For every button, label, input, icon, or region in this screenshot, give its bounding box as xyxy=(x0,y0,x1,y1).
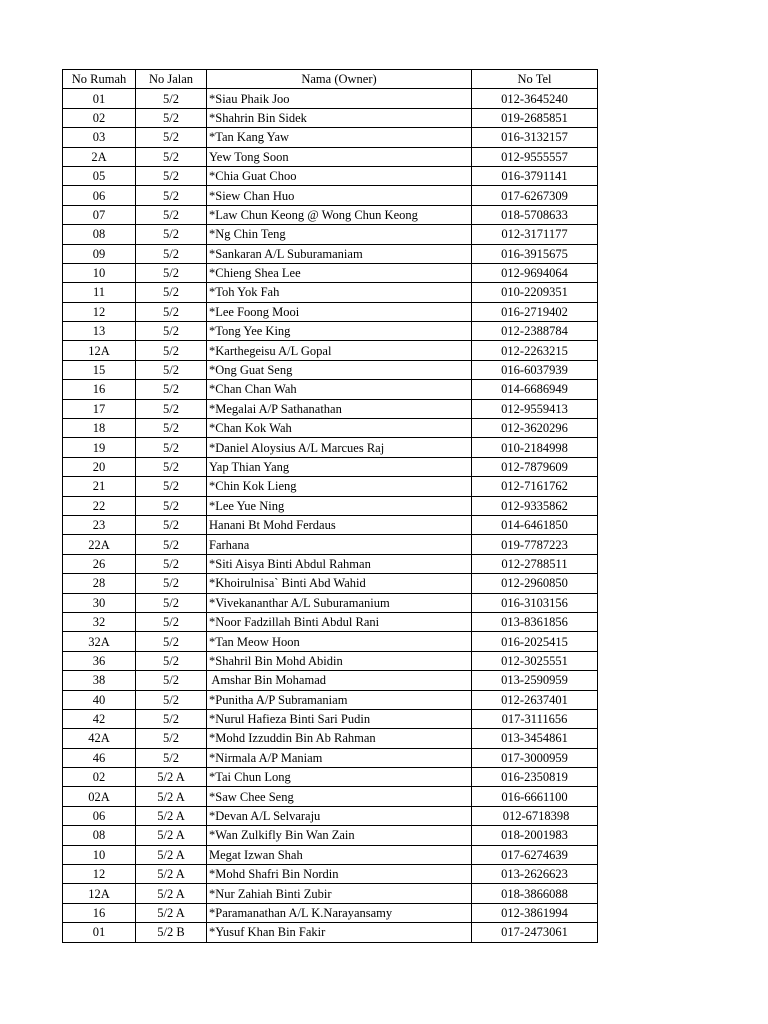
table-row xyxy=(63,322,598,341)
cell-no-jalan: 5/2 xyxy=(136,108,207,127)
cell-no-jalan: 5/2 xyxy=(136,322,207,341)
cell-nama-owner: *Chin Kok Lieng xyxy=(207,477,472,496)
cell-no-jalan: 5/2 xyxy=(136,457,207,476)
cell-no-jalan: 5/2 A xyxy=(136,826,207,845)
table-row xyxy=(63,768,598,787)
cell-no-rumah: 22A xyxy=(63,535,136,554)
cell-nama-owner: *Karthegeisu A/L Gopal xyxy=(207,341,472,360)
table-row xyxy=(63,244,598,263)
cell-nama-owner: *Ng Chin Teng xyxy=(207,225,472,244)
cell-no-rumah: 21 xyxy=(63,477,136,496)
table-row xyxy=(63,225,598,244)
cell-no-jalan: 5/2 A xyxy=(136,806,207,825)
cell-no-tel: 013-3454861 xyxy=(472,729,598,748)
table-row xyxy=(63,845,598,864)
cell-no-jalan: 5/2 xyxy=(136,593,207,612)
cell-no-tel: 016-3132157 xyxy=(472,128,598,147)
cell-nama-owner: *Wan Zulkifly Bin Wan Zain xyxy=(207,826,472,845)
cell-no-jalan: 5/2 xyxy=(136,612,207,631)
cell-nama-owner: *Nur Zahiah Binti Zubir xyxy=(207,884,472,903)
cell-no-tel: 018-2001983 xyxy=(472,826,598,845)
cell-no-tel: 013-2626623 xyxy=(472,865,598,884)
cell-no-tel: 012-2960850 xyxy=(472,574,598,593)
cell-nama-owner: *Megalai A/P Sathanathan xyxy=(207,399,472,418)
cell-no-tel: 012-9555557 xyxy=(472,147,598,166)
cell-no-tel: 016-3915675 xyxy=(472,244,598,263)
cell-no-jalan: 5/2 xyxy=(136,302,207,321)
cell-no-rumah: 46 xyxy=(63,748,136,767)
cell-no-tel: 019-2685851 xyxy=(472,108,598,127)
cell-no-rumah: 08 xyxy=(63,826,136,845)
table-row xyxy=(63,632,598,651)
cell-no-jalan: 5/2 A xyxy=(136,787,207,806)
cell-no-rumah: 36 xyxy=(63,651,136,670)
table-row xyxy=(63,108,598,127)
cell-no-jalan: 5/2 xyxy=(136,496,207,515)
header-no-rumah: No Rumah xyxy=(63,70,136,89)
table-row xyxy=(63,186,598,205)
cell-no-tel: 010-2184998 xyxy=(472,438,598,457)
cell-no-tel: 013-2590959 xyxy=(472,671,598,690)
header-no-tel: No Tel xyxy=(472,70,598,89)
cell-nama-owner: *Mohd Shafri Bin Nordin xyxy=(207,865,472,884)
cell-no-rumah: 03 xyxy=(63,128,136,147)
cell-no-rumah: 22 xyxy=(63,496,136,515)
cell-no-tel: 013-8361856 xyxy=(472,612,598,631)
table-row xyxy=(63,612,598,631)
cell-no-jalan: 5/2 xyxy=(136,515,207,534)
cell-nama-owner: *Yusuf Khan Bin Fakir xyxy=(207,923,472,942)
cell-no-tel: 018-3866088 xyxy=(472,884,598,903)
cell-nama-owner: *Devan A/L Selvaraju xyxy=(207,806,472,825)
table-row xyxy=(63,903,598,922)
cell-no-tel: 014-6686949 xyxy=(472,380,598,399)
cell-no-tel: 012-7161762 xyxy=(472,477,598,496)
table-row xyxy=(63,263,598,282)
cell-no-jalan: 5/2 xyxy=(136,535,207,554)
cell-nama-owner: *Siew Chan Huo xyxy=(207,186,472,205)
cell-nama-owner: *Sankaran A/L Suburamaniam xyxy=(207,244,472,263)
cell-nama-owner: *Saw Chee Seng xyxy=(207,787,472,806)
cell-no-tel: 016-6661100 xyxy=(472,787,598,806)
cell-nama-owner: Hanani Bt Mohd Ferdaus xyxy=(207,515,472,534)
cell-nama-owner: *Tan Kang Yaw xyxy=(207,128,472,147)
cell-no-jalan: 5/2 xyxy=(136,419,207,438)
cell-nama-owner: *Punitha A/P Subramaniam xyxy=(207,690,472,709)
table-row xyxy=(63,457,598,476)
table-row xyxy=(63,515,598,534)
cell-no-jalan: 5/2 xyxy=(136,147,207,166)
cell-no-rumah: 06 xyxy=(63,186,136,205)
cell-no-rumah: 02A xyxy=(63,787,136,806)
cell-nama-owner: *Paramanathan A/L K.Narayansamy xyxy=(207,903,472,922)
table-row xyxy=(63,477,598,496)
cell-no-rumah: 42 xyxy=(63,709,136,728)
cell-no-rumah: 19 xyxy=(63,438,136,457)
cell-no-rumah: 10 xyxy=(63,263,136,282)
cell-nama-owner: Farhana xyxy=(207,535,472,554)
cell-nama-owner: *Chieng Shea Lee xyxy=(207,263,472,282)
cell-no-jalan: 5/2 xyxy=(136,360,207,379)
cell-no-jalan: 5/2 xyxy=(136,128,207,147)
cell-no-jalan: 5/2 A xyxy=(136,884,207,903)
cell-nama-owner: *Nirmala A/P Maniam xyxy=(207,748,472,767)
cell-no-tel: 017-6267309 xyxy=(472,186,598,205)
cell-no-jalan: 5/2 xyxy=(136,186,207,205)
cell-no-jalan: 5/2 xyxy=(136,748,207,767)
cell-nama-owner: *Law Chun Keong @ Wong Chun Keong xyxy=(207,205,472,224)
cell-no-tel: 012-9559413 xyxy=(472,399,598,418)
owner-table xyxy=(62,69,598,943)
cell-no-jalan: 5/2 xyxy=(136,574,207,593)
table-row xyxy=(63,438,598,457)
cell-no-tel: 017-2473061 xyxy=(472,923,598,942)
cell-nama-owner: *Tong Yee King xyxy=(207,322,472,341)
cell-no-rumah: 18 xyxy=(63,419,136,438)
cell-no-tel: 016-2025415 xyxy=(472,632,598,651)
table-row xyxy=(63,283,598,302)
header-row xyxy=(63,70,598,89)
cell-no-tel: 012-2263215 xyxy=(472,341,598,360)
cell-no-rumah: 40 xyxy=(63,690,136,709)
cell-no-rumah: 42A xyxy=(63,729,136,748)
cell-no-jalan: 5/2 xyxy=(136,205,207,224)
cell-nama-owner: *Vivekananthar A/L Suburamanium xyxy=(207,593,472,612)
cell-no-tel: 017-3111656 xyxy=(472,709,598,728)
cell-no-rumah: 13 xyxy=(63,322,136,341)
cell-no-tel: 012-3861994 xyxy=(472,903,598,922)
cell-nama-owner: *Khoirulnisa` Binti Abd Wahid xyxy=(207,574,472,593)
cell-no-tel: 012-3645240 xyxy=(472,89,598,108)
cell-nama-owner: *Ong Guat Seng xyxy=(207,360,472,379)
cell-no-rumah: 02 xyxy=(63,108,136,127)
cell-no-jalan: 5/2 xyxy=(136,225,207,244)
cell-no-tel: 017-3000959 xyxy=(472,748,598,767)
table-row xyxy=(63,593,598,612)
cell-no-tel: 016-6037939 xyxy=(472,360,598,379)
cell-no-jalan: 5/2 xyxy=(136,89,207,108)
table-row xyxy=(63,399,598,418)
cell-nama-owner: *Chan Kok Wah xyxy=(207,419,472,438)
table-row xyxy=(63,360,598,379)
cell-no-tel: 010-2209351 xyxy=(472,283,598,302)
cell-no-jalan: 5/2 xyxy=(136,244,207,263)
cell-nama-owner: *Nurul Hafieza Binti Sari Pudin xyxy=(207,709,472,728)
table-row xyxy=(63,574,598,593)
cell-no-rumah: 12A xyxy=(63,341,136,360)
cell-no-tel: 019-7787223 xyxy=(472,535,598,554)
cell-nama-owner: Megat Izwan Shah xyxy=(207,845,472,864)
table-row xyxy=(63,419,598,438)
cell-no-tel: 012-2788511 xyxy=(472,554,598,573)
cell-no-rumah: 20 xyxy=(63,457,136,476)
cell-no-tel: 016-2350819 xyxy=(472,768,598,787)
cell-no-rumah: 17 xyxy=(63,399,136,418)
cell-nama-owner: *Siti Aisya Binti Abdul Rahman xyxy=(207,554,472,573)
cell-nama-owner: *Shahril Bin Mohd Abidin xyxy=(207,651,472,670)
cell-no-tel: 017-6274639 xyxy=(472,845,598,864)
cell-no-rumah: 10 xyxy=(63,845,136,864)
cell-nama-owner: *Shahrin Bin Sidek xyxy=(207,108,472,127)
cell-no-jalan: 5/2 xyxy=(136,690,207,709)
cell-no-rumah: 11 xyxy=(63,283,136,302)
cell-nama-owner: Yew Tong Soon xyxy=(207,147,472,166)
cell-no-rumah: 12A xyxy=(63,884,136,903)
cell-nama-owner: *Tai Chun Long xyxy=(207,768,472,787)
cell-no-tel: 012-3620296 xyxy=(472,419,598,438)
cell-no-jalan: 5/2 xyxy=(136,399,207,418)
cell-nama-owner: *Toh Yok Fah xyxy=(207,283,472,302)
cell-no-tel: 016-2719402 xyxy=(472,302,598,321)
cell-no-jalan: 5/2 xyxy=(136,166,207,185)
cell-no-tel: 016-3103156 xyxy=(472,593,598,612)
cell-no-rumah: 08 xyxy=(63,225,136,244)
table-row xyxy=(63,787,598,806)
cell-no-jalan: 5/2 A xyxy=(136,903,207,922)
header-no-jalan: No Jalan xyxy=(136,70,207,89)
table-row xyxy=(63,554,598,573)
cell-no-rumah: 01 xyxy=(63,89,136,108)
cell-no-tel: 012-3171177 xyxy=(472,225,598,244)
cell-no-tel: 016-3791141 xyxy=(472,166,598,185)
table-body xyxy=(63,89,598,942)
cell-no-jalan: 5/2 xyxy=(136,438,207,457)
cell-no-jalan: 5/2 xyxy=(136,651,207,670)
cell-no-tel: 012-6718398 xyxy=(472,806,598,825)
cell-no-rumah: 16 xyxy=(63,380,136,399)
table-row xyxy=(63,729,598,748)
cell-nama-owner: Yap Thian Yang xyxy=(207,457,472,476)
cell-no-rumah: 06 xyxy=(63,806,136,825)
cell-no-tel: 018-5708633 xyxy=(472,205,598,224)
cell-no-tel: 012-2637401 xyxy=(472,690,598,709)
cell-nama-owner: *Lee Yue Ning xyxy=(207,496,472,515)
cell-no-rumah: 01 xyxy=(63,923,136,942)
cell-no-jalan: 5/2 xyxy=(136,709,207,728)
table-row xyxy=(63,380,598,399)
cell-no-rumah: 05 xyxy=(63,166,136,185)
cell-no-rumah: 02 xyxy=(63,768,136,787)
cell-nama-owner: *Chia Guat Choo xyxy=(207,166,472,185)
table-row xyxy=(63,302,598,321)
cell-no-tel: 012-3025551 xyxy=(472,651,598,670)
cell-no-tel: 014-6461850 xyxy=(472,515,598,534)
cell-no-rumah: 15 xyxy=(63,360,136,379)
cell-no-rumah: 2A xyxy=(63,147,136,166)
cell-no-tel: 012-9335862 xyxy=(472,496,598,515)
cell-nama-owner: Amshar Bin Mohamad xyxy=(207,671,472,690)
table-row xyxy=(63,341,598,360)
table-row xyxy=(63,166,598,185)
cell-no-rumah: 32A xyxy=(63,632,136,651)
cell-no-jalan: 5/2 xyxy=(136,671,207,690)
table-row xyxy=(63,535,598,554)
table-row xyxy=(63,806,598,825)
cell-nama-owner: *Lee Foong Mooi xyxy=(207,302,472,321)
cell-no-rumah: 28 xyxy=(63,574,136,593)
cell-no-jalan: 5/2 A xyxy=(136,768,207,787)
cell-no-rumah: 09 xyxy=(63,244,136,263)
cell-no-tel: 012-7879609 xyxy=(472,457,598,476)
cell-no-rumah: 12 xyxy=(63,865,136,884)
cell-no-rumah: 12 xyxy=(63,302,136,321)
table-header xyxy=(63,70,598,89)
cell-nama-owner: *Tan Meow Hoon xyxy=(207,632,472,651)
cell-no-rumah: 30 xyxy=(63,593,136,612)
cell-no-rumah: 23 xyxy=(63,515,136,534)
cell-no-jalan: 5/2 xyxy=(136,554,207,573)
table-row xyxy=(63,147,598,166)
cell-no-tel: 012-9694064 xyxy=(472,263,598,282)
cell-no-jalan: 5/2 B xyxy=(136,923,207,942)
cell-no-jalan: 5/2 xyxy=(136,380,207,399)
table-row xyxy=(63,651,598,670)
cell-nama-owner: *Chan Chan Wah xyxy=(207,380,472,399)
table-row xyxy=(63,496,598,515)
table-row xyxy=(63,865,598,884)
cell-no-jalan: 5/2 xyxy=(136,632,207,651)
cell-no-jalan: 5/2 xyxy=(136,283,207,302)
cell-no-tel: 012-2388784 xyxy=(472,322,598,341)
table-row xyxy=(63,709,598,728)
cell-no-jalan: 5/2 A xyxy=(136,865,207,884)
table-row xyxy=(63,89,598,108)
cell-nama-owner: *Noor Fadzillah Binti Abdul Rani xyxy=(207,612,472,631)
cell-no-rumah: 32 xyxy=(63,612,136,631)
table-row xyxy=(63,205,598,224)
cell-no-jalan: 5/2 xyxy=(136,729,207,748)
table-row xyxy=(63,826,598,845)
cell-no-rumah: 38 xyxy=(63,671,136,690)
cell-no-rumah: 16 xyxy=(63,903,136,922)
cell-no-rumah: 26 xyxy=(63,554,136,573)
cell-nama-owner: *Mohd Izzuddin Bin Ab Rahman xyxy=(207,729,472,748)
table-row xyxy=(63,128,598,147)
cell-no-jalan: 5/2 A xyxy=(136,845,207,864)
cell-no-jalan: 5/2 xyxy=(136,477,207,496)
header-nama-owner: Nama (Owner) xyxy=(207,70,472,89)
table-row xyxy=(63,884,598,903)
cell-no-jalan: 5/2 xyxy=(136,263,207,282)
cell-nama-owner: *Siau Phaik Joo xyxy=(207,89,472,108)
table-row xyxy=(63,748,598,767)
table-row xyxy=(63,690,598,709)
cell-no-rumah: 07 xyxy=(63,205,136,224)
cell-nama-owner: *Daniel Aloysius A/L Marcues Raj xyxy=(207,438,472,457)
table-row xyxy=(63,923,598,942)
cell-no-jalan: 5/2 xyxy=(136,341,207,360)
table-row xyxy=(63,671,598,690)
